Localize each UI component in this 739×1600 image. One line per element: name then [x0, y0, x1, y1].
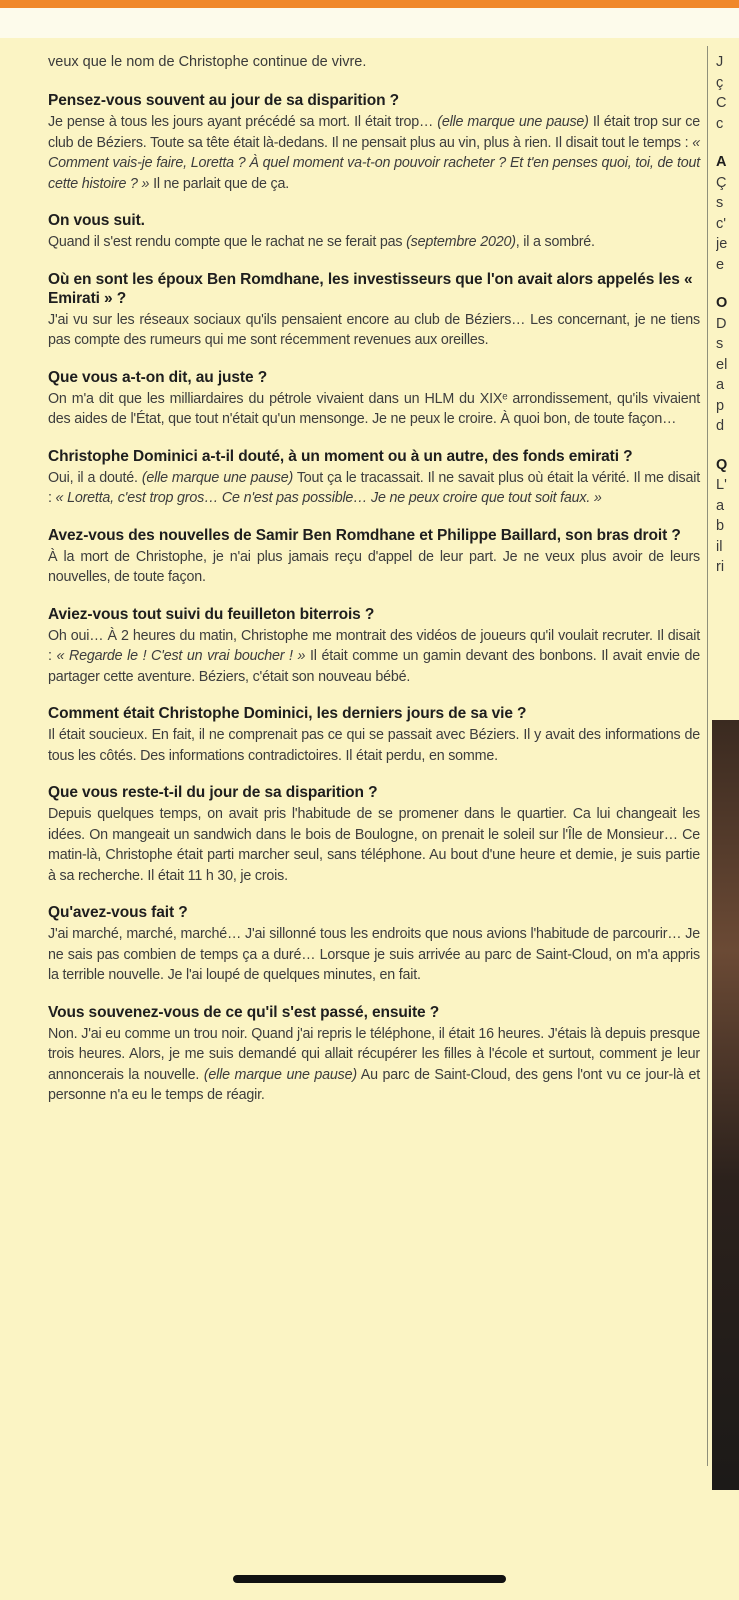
question: Qu'avez-vous fait ? [48, 904, 188, 921]
side-text-fragment: L' [716, 477, 727, 493]
qa-block [48, 1003, 700, 1106]
answer-italic-segment: (elle marque une pause) [203, 1066, 357, 1083]
question: Aviez-vous tout suivi du feuilleton biterrois ? [48, 605, 375, 623]
answer-segment: Non. J'ai eu comme un trou noir. Quand j'ai repris le téléphone, il était 16 heures. J'étais là depuis presque trois heures. Alors, je me suis demandé qui allait récupérer les filles à l'école et surtout, comment je leur annoncerais la nouvelle. [48, 1025, 700, 1083]
side-text-fragment: el [716, 356, 728, 373]
side-text-fragment: C [716, 95, 727, 111]
side-text-fragment: c' [716, 215, 727, 232]
answer [48, 725, 700, 766]
answer-segment: Depuis quelques temps, on avait pris l'habitude de se promener dans le quartier. Ca lui changeait les idées. On mangeait un sandwich dans le bois de Boulogne, on prenait le soleil sur l'Île de Monsieur… Ce matin-là, Christophe était parti marcher seul, sans téléphone. Au bout d'une heure et demie, je suis partie à sa recherche. Il était 11 h 30, je crois. [48, 806, 700, 884]
qa-block [48, 211, 700, 253]
answer-italic-segment: « Regarde le ! C'est un vrai boucher ! » [56, 648, 306, 664]
side-text-fragment: ri [716, 559, 725, 575]
side-text-fragment: je [716, 236, 728, 252]
answer-segment: , il a sombré. [515, 234, 595, 250]
side-text-fragment: D [716, 315, 727, 332]
side-text-fragment: e [716, 256, 725, 273]
question: Où en sont les époux Ben Romdhane, les investisseurs que l'on avait alors appelés les « Emirati » ? [48, 270, 693, 307]
answer-italic-segment: (elle marque une pause) [437, 114, 589, 130]
question: Avez-vous des nouvelles de Samir Ben Romdhane et Philippe Baillard, son bras droit ? [48, 526, 681, 544]
answer-segment: Oui, il a douté. [48, 469, 142, 486]
question: Comment était Christophe Dominici, les derniers jours de sa vie ? [48, 705, 527, 722]
answer [48, 310, 700, 351]
answer-segment: À la mort de Christophe, je n'ai plus jamais reçu d'appel de leur part. Je ne veux plus avoir de leurs nouvelles, de toute façon. [48, 548, 700, 585]
answer-italic-segment: « Comment vais-je faire, Loretta ? À quel moment va-t-on pouvoir racheter ? Et t'en penses quoi, toi, de tout cette histoire ? » [48, 134, 700, 192]
answer [48, 468, 700, 509]
side-text-fragment: s [716, 195, 724, 211]
side-gap [716, 275, 739, 293]
home-indicator[interactable] [233, 1575, 506, 1583]
lead-paragraph: veux que le nom de Christophe continue de vivre. [48, 54, 367, 70]
answer [48, 112, 700, 194]
side-text-fragment: a [716, 377, 725, 393]
question: Que vous a-t-on dit, au juste ? [48, 368, 268, 386]
question: Que vous reste-t-il du jour de sa disparition ? [48, 784, 378, 801]
answer [48, 547, 700, 588]
side-text-fragment: ç [716, 74, 724, 91]
interview-qa-list [48, 91, 700, 1106]
qa-block [48, 526, 700, 588]
adjacent-photo-fragment [712, 720, 739, 1490]
side-text-fragment: d [716, 418, 725, 434]
qa-block [48, 91, 700, 194]
side-gap [716, 437, 739, 455]
answer [48, 804, 700, 886]
side-text-fragment: c [716, 115, 724, 132]
side-gap [716, 134, 739, 152]
answer-italic-segment: (septembre 2020) [406, 234, 516, 250]
side-text-fragment: b [716, 518, 725, 534]
qa-block [48, 447, 700, 509]
column-divider [707, 46, 708, 1466]
side-text-fragment: A [716, 154, 727, 170]
side-text-fragment: Ç [716, 174, 727, 191]
qa-block [48, 783, 700, 886]
answer-segment: J'ai vu sur les réseaux sociaux qu'ils pensaient encore au club de Béziers… Les concernant, je ne tiens pas compte des rumeurs qui me sont récemment revenues aux oreilles. [48, 311, 700, 348]
answer-segment: Il était comme un gamin devant des bonbons. Il avait envie de partager cette aventure. Béziers, c'était son nouveau bébé. [48, 648, 700, 685]
answer [48, 1024, 700, 1106]
side-text-fragment: p [716, 397, 725, 414]
qa-block [48, 704, 700, 766]
question: On vous suit. [48, 212, 145, 229]
answer-italic-segment: (elle marque une pause) [141, 469, 294, 486]
answer [48, 626, 700, 688]
side-text-fragment: il [716, 538, 723, 555]
answer-segment: Je pense à tous les jours ayant précédé sa mort. Il était trop… [48, 114, 438, 130]
side-text-fragment: s [716, 336, 724, 352]
side-text-fragment: O [716, 295, 728, 311]
answer-segment: Oh oui… À 2 heures du matin, Christophe me montrait des vidéos de joueurs qu'il voulait recruter. Il disait : [48, 627, 700, 664]
answer-segment: Au parc de Saint-Cloud, des gens l'ont vu ce jour-là et personne n'a eu le temps de réagir. [48, 1066, 700, 1103]
answer-segment: Tout ça le tracassait. Il ne savait plus où était la vérité. Il me disait : [48, 469, 700, 506]
answer-segment: On m'a dit que les milliardaires du pétrole vivaient dans un HLM du XIXᵉ arrondissement, qu'ils vivaient des aides de l'État, que tout n'était qu'un mensonge. Je ne peux le croire. À quoi bon, de toute façon… [48, 390, 700, 427]
answer [48, 924, 700, 986]
qa-block [48, 903, 700, 986]
answer-segment: Il était soucieux. En fait, il ne comprenait pas ce qui se passait avec Béziers. Il y avait des informations de tous les côtés. Des informations contradictoires. Il était perdu, en somme. [48, 727, 700, 764]
qa-block [48, 605, 700, 688]
answer-segment: Il ne parlait que de ça. [149, 175, 289, 192]
question: Pensez-vous souvent au jour de sa disparition ? [48, 92, 400, 109]
header-accent-bar [0, 0, 739, 8]
answer-segment: Il était trop sur ce club de Béziers. Toute sa tête était là-dedans. Il ne pensait plus au vin, plus à rien. Il disait tout le temps : [48, 114, 700, 151]
answer-segment: J'ai marché, marché, marché… J'ai sillonné tous les endroits que nous avions l'habitude de parcourir… Je ne sais pas combien de temps ça a duré… Lorsque je suis arrivée au parc de Saint-Cloud, on m'a appris la terrible nouvelle. Je l'ai loupé de quelques minutes, en fait. [48, 926, 700, 983]
answer-italic-segment: « Loretta, c'est trop gros… Ce n'est pas possible… Je ne peux croire que tout soit faux. » [55, 490, 602, 506]
side-text-fragment: a [716, 497, 725, 514]
question: Christophe Dominici a-t-il douté, à un moment ou à un autre, des fonds emirati ? [48, 447, 633, 465]
answer [48, 389, 700, 430]
question: Vous souvenez-vous de ce qu'il s'est passé, ensuite ? [48, 1003, 440, 1021]
qa-block [48, 270, 700, 351]
answer-segment: Quand il s'est rendu compte que le rachat ne se ferait pas [48, 234, 407, 250]
adjacent-column-fragment [716, 52, 739, 578]
side-text-fragment: Q [716, 456, 728, 473]
qa-block [48, 368, 700, 430]
side-text-fragment: J [716, 54, 724, 70]
answer [48, 232, 700, 253]
header-strip [0, 8, 739, 38]
article-main-column [48, 52, 700, 1123]
